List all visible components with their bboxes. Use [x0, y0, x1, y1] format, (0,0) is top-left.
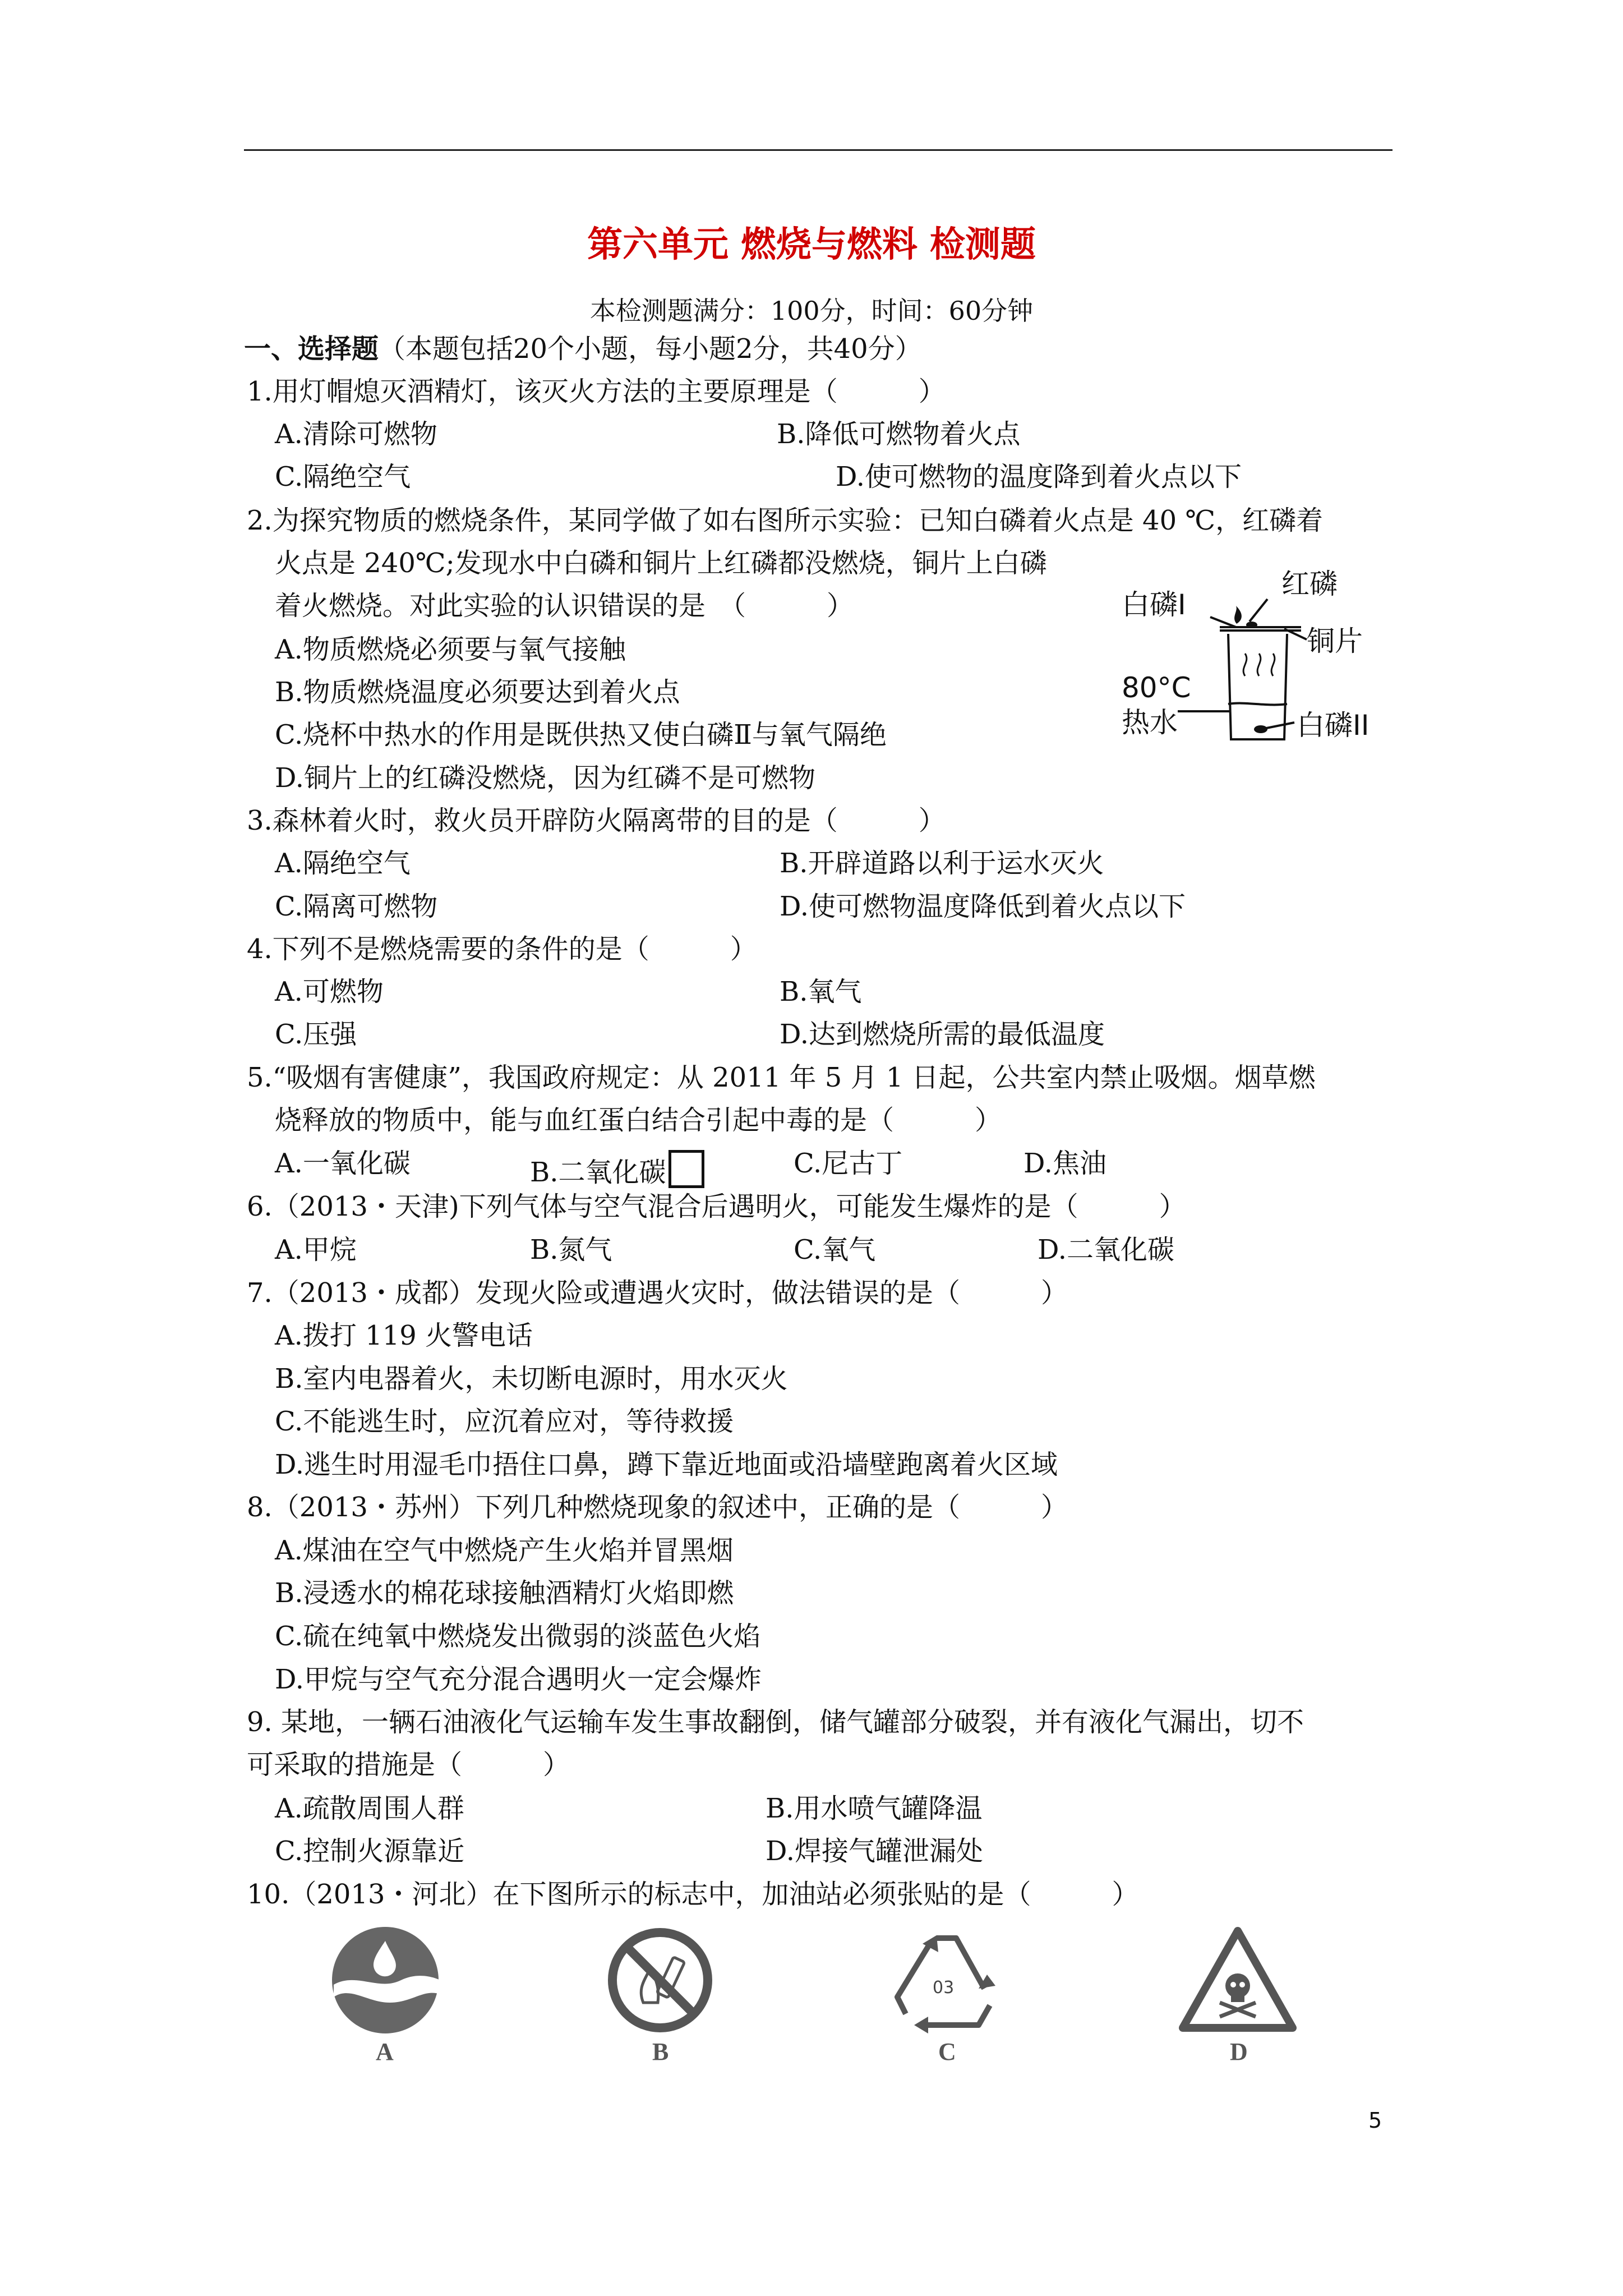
red-p-blob — [1246, 622, 1257, 628]
sign-d-toxic — [1175, 1924, 1304, 2064]
sign-a-water-saving — [322, 1924, 451, 2064]
q6-stem: 6.（2013・天津)下列气体与空气混合后遇明火，可能发生爆炸的是（ ） — [247, 1191, 1186, 1222]
diagram-label-copper: 铜片 — [1307, 625, 1363, 657]
sign-b-no-fire — [597, 1924, 726, 2064]
q1-option-a: A.清除可燃物 — [275, 418, 437, 450]
q9-stem-line1: 9. 某地，一辆石油液化气运输车发生事故翻倒，储气罐部分破裂，并有液化气漏出，切不 — [247, 1706, 1304, 1738]
q5-stem-line1: 5.“吸烟有害健康”，我国政府规定：从 2011 年 5 月 1 日起，公共室内禁止吸烟。烟草燃 — [247, 1062, 1316, 1093]
q4-option-b: B.氧气 — [780, 976, 862, 1007]
q7-option-a: A.拨打 119 火警电话 — [275, 1320, 533, 1351]
sign-c-recycle — [883, 1921, 1012, 2064]
q9-option-d: D.焊接气罐泄漏处 — [766, 1835, 984, 1867]
pointer-red-p — [1249, 599, 1267, 622]
q1-option-b: B.降低可燃物着火点 — [777, 418, 1021, 450]
sign-label-a: A — [376, 2038, 394, 2064]
sign-label-c: C — [938, 2038, 956, 2064]
page-title: 第六单元 燃烧与燃料 检测题 — [587, 223, 1036, 265]
q8-option-c: C.硫在纯氧中燃烧发出微弱的淡蓝色火焰 — [275, 1621, 761, 1652]
q8-stem: 8.（2013・苏州）下列几种燃烧现象的叙述中，正确的是（ ） — [247, 1492, 1068, 1523]
q3-option-a: A.隔绝空气 — [275, 848, 411, 879]
q2-option-c: C.烧杯中热水的作用是既供热又使白磷Ⅱ与氧气隔绝 — [275, 719, 887, 751]
recycle-code: 03 — [933, 1978, 955, 1998]
section-heading-row — [244, 333, 922, 365]
q8-option-d: D.甲烷与空气充分混合遇明火一定会爆炸 — [275, 1664, 762, 1695]
q7-option-b: B.室内电器着火，未切断电源时，用水灭火 — [275, 1363, 788, 1395]
answer-box — [668, 1150, 704, 1188]
q3-option-b: B.开辟道路以利于运水灭火 — [780, 848, 1104, 879]
q2-stem-line3: 着火燃烧。对此实验的认识错误的是 （ ） — [275, 590, 854, 622]
q5-option-b: B.二氧化碳 — [530, 1157, 666, 1188]
q1-stem: 1.用灯帽熄灭酒精灯，该灭火方法的主要原理是（ ） — [247, 376, 946, 407]
steam-lines — [1243, 654, 1275, 676]
water-surface — [1228, 703, 1287, 705]
header-rule — [244, 149, 1393, 151]
q4-option-c: C.压强 — [275, 1019, 357, 1050]
q1-option-c: C.隔绝空气 — [275, 461, 411, 493]
q5-option-d: D.焦油 — [1023, 1148, 1107, 1179]
q9-option-a: A.疏散周围人群 — [275, 1793, 464, 1824]
q4-stem: 4.下列不是燃烧需要的条件的是（ ） — [247, 933, 757, 965]
q7-stem: 7.（2013・成都）发现火险或遭遇火灾时，做法错误的是（ ） — [247, 1277, 1068, 1309]
q7-option-c: C.不能逃生时，应沉着应对，等待救援 — [275, 1406, 734, 1437]
q8-option-a: A.煤油在空气中燃烧产生火焰并冒黑烟 — [275, 1535, 734, 1566]
combustion-experiment-diagram — [1116, 561, 1408, 763]
pointer-white-p1 — [1210, 617, 1236, 627]
section-heading: 一、选择题 — [244, 333, 379, 365]
q2-stem-line2: 火点是 240℃;发现水中白磷和铜片上红磷都没燃烧，铜片上白磷 — [275, 547, 1047, 579]
q9-stem-line2: 可采取的措施是（ ） — [247, 1749, 570, 1780]
q10-stem: 10.（2013・河北）在下图所示的标志中，加油站必须张贴的是（ ） — [247, 1879, 1139, 1910]
beaker — [1228, 634, 1287, 739]
q9-option-c: C.控制火源靠近 — [275, 1835, 465, 1867]
q3-option-d: D.使可燃物温度降低到着火点以下 — [780, 891, 1186, 922]
diagram-label-white-p1: 白磷Ⅰ — [1122, 588, 1186, 621]
pointer-white-p2 — [1266, 723, 1294, 728]
q2-stem-line1: 2.为探究物质的燃烧条件，某同学做了如右图所示实验：已知白磷着火点是 40 ℃，红磷着 — [247, 505, 1324, 536]
q3-option-c: C.隔离可燃物 — [275, 891, 438, 922]
q6-option-c: C.氧气 — [794, 1234, 876, 1266]
flame-icon — [1234, 606, 1242, 624]
q2-option-a: A.物质燃烧必须要与氧气接触 — [275, 634, 626, 665]
q1-option-d: D.使可燃物的温度降到着火点以下 — [836, 461, 1242, 493]
q7-option-d: D.逃生时用湿毛巾捂住口鼻，蹲下靠近地面或沿墙壁跑离着火区域 — [275, 1449, 1058, 1480]
sign-label-b: B — [652, 2038, 669, 2064]
diagram-label-temp: 80°C — [1122, 671, 1191, 704]
diagram-label-red-p: 红磷 — [1281, 568, 1338, 600]
q8-option-b: B.浸透水的棉花球接触酒精灯火焰即燃 — [275, 1577, 734, 1609]
q6-option-d: D.二氧化碳 — [1038, 1234, 1175, 1266]
q4-option-d: D.达到燃烧所需的最低温度 — [780, 1019, 1105, 1050]
sign-label-d: D — [1230, 2038, 1248, 2064]
white-p2-blob — [1254, 725, 1267, 733]
diagram-label-white-p2: 白磷II — [1297, 709, 1370, 742]
q2-option-b: B.物质燃烧温度必须要达到着火点 — [275, 677, 680, 708]
q5-option-b-row — [530, 1150, 704, 1188]
page-number: 5 — [1368, 2108, 1382, 2133]
q6-option-a: A.甲烷 — [275, 1234, 357, 1266]
q6-option-b: B.氮气 — [530, 1234, 612, 1266]
q5-stem-line2: 烧释放的物质中，能与血红蛋白结合引起中毒的是（ ） — [275, 1105, 1002, 1136]
q5-option-c: C.尼古丁 — [794, 1148, 903, 1179]
q5-option-a: A.一氧化碳 — [275, 1148, 411, 1179]
q9-option-b: B.用水喷气罐降温 — [766, 1793, 983, 1824]
page-subtitle: 本检测题满分：100分，时间：60分钟 — [589, 296, 1034, 326]
q3-stem: 3.森林着火时，救火员开辟防火隔离带的目的是（ ） — [247, 805, 946, 836]
section-note: （本题包括20个小题，每小题2分，共40分） — [379, 333, 922, 365]
q2-option-d: D.铜片上的红磷没燃烧，因为红磷不是可燃物 — [275, 762, 816, 794]
diagram-label-hot-water: 热水 — [1122, 706, 1178, 739]
q4-option-a: A.可燃物 — [275, 976, 384, 1007]
